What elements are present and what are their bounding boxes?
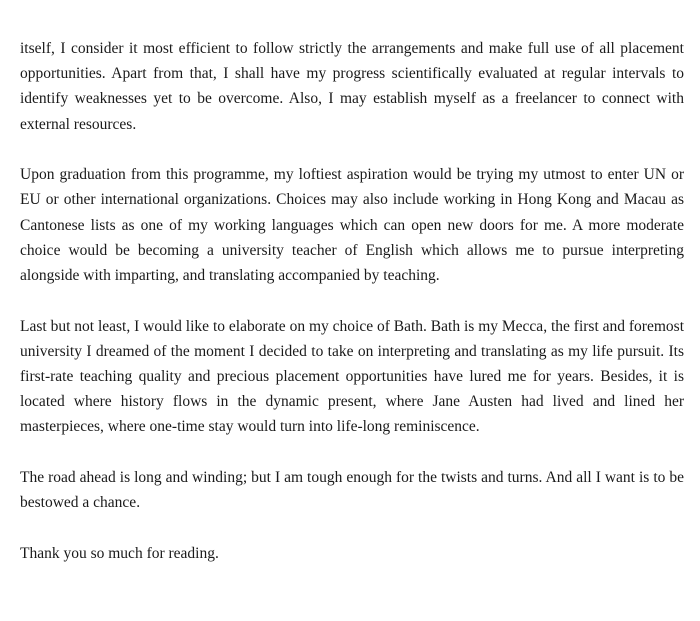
paragraph-career-aspiration: Upon graduation from this programme, my loftiest aspiration would be trying my utmost to enter UN or EU or other international organizations. Choices may also include working in Hong Kong and Macau as Cantonese lists as one of my working languages which can open new doors for me. A more moderate choice would be becoming a university teacher of English which allows me to pursue interpreting alongside with imparting, and translating accompanied by teaching. bbox=[20, 166, 684, 285]
document-body bbox=[20, 36, 684, 566]
paragraph-thank-you: Thank you so much for reading. bbox=[20, 544, 219, 562]
paragraph-study-plan: itself, I consider it most efficient to follow strictly the arrangements and make full use of all placement opportunities. Apart from that, I shall have my progress scientifically evaluated at regular intervals to identify weaknesses yet to be overcome. Also, I may establish myself as a freelancer to connect with external resources. bbox=[20, 40, 684, 133]
paragraph-closing-statement: The road ahead is long and winding; but I am tough enough for the twists and turns. And all I want is to be bestowed a chance. bbox=[20, 469, 684, 512]
paragraph-choice-of-bath: Last but not least, I would like to elaborate on my choice of Bath. Bath is my Mecca, the first and foremost university I dreamed of the moment I decided to take on interpreting and translating as my life pursuit. Its first-rate teaching quality and precious placement opportunities have lured me for years. Besides, it is located where history flows in the dynamic present, where Jane Austen had lived and lined her masterpieces, where one-time stay would turn into life-long reminiscence. bbox=[20, 317, 684, 436]
